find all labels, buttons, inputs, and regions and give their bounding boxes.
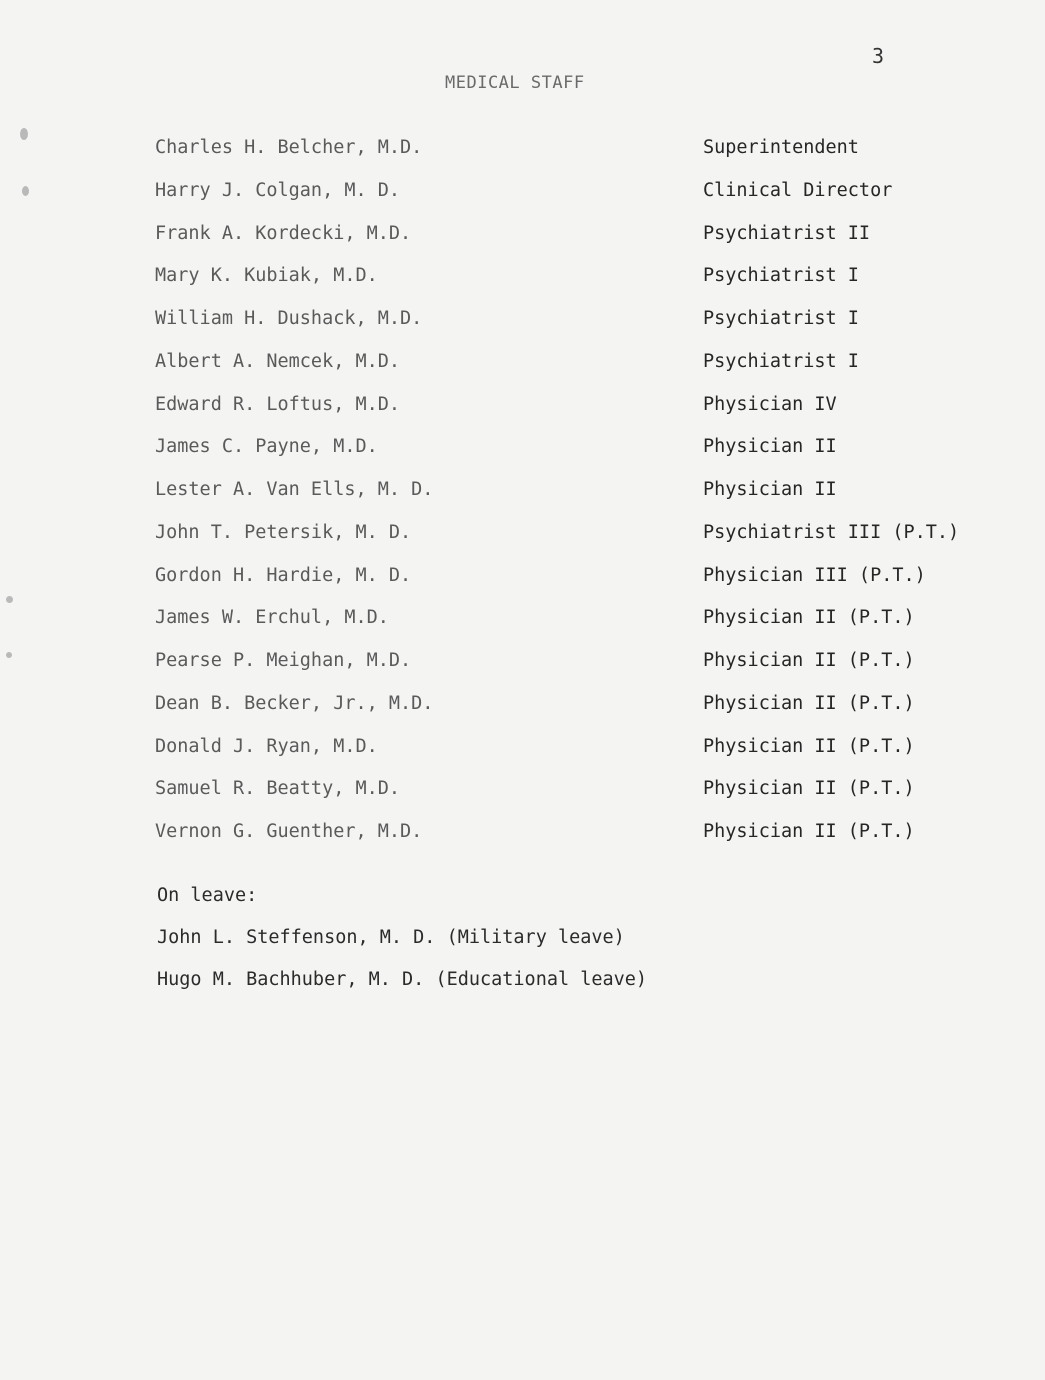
on-leave-section bbox=[157, 882, 647, 1008]
staff-row bbox=[155, 134, 1015, 177]
on-leave-item: Hugo M. Bachhuber, M. D. (Educational leave) bbox=[157, 969, 648, 990]
staff-row bbox=[155, 348, 1015, 391]
staff-name: Dean B. Becker, Jr., M.D. bbox=[155, 692, 434, 714]
staff-row bbox=[155, 391, 1015, 434]
staff-row bbox=[155, 562, 1015, 605]
staff-row bbox=[155, 733, 1015, 776]
staff-title: Physician II (P.T.) bbox=[703, 650, 915, 671]
paper-mark bbox=[6, 652, 12, 658]
paper-mark bbox=[6, 596, 13, 603]
staff-row bbox=[155, 476, 1015, 519]
staff-name: Charles H. Belcher, M.D. bbox=[155, 137, 423, 158]
staff-title: Superintendent bbox=[703, 137, 859, 158]
staff-name: James C. Payne, M.D. bbox=[155, 436, 378, 458]
staff-name: Pearse P. Meighan, M.D. bbox=[155, 650, 412, 671]
staff-name: James W. Erchul, M.D. bbox=[155, 607, 389, 629]
staff-name: Albert A. Nemcek, M.D. bbox=[155, 350, 401, 372]
staff-title: Physician II (P.T.) bbox=[703, 735, 915, 757]
staff-title: Physician II (P.T.) bbox=[703, 821, 915, 842]
staff-list bbox=[155, 134, 1015, 861]
staff-name: William H. Dushack, M.D. bbox=[155, 308, 423, 329]
staff-name: Donald J. Ryan, M.D. bbox=[155, 735, 378, 757]
staff-name: Gordon H. Hardie, M. D. bbox=[155, 564, 412, 586]
staff-title: Physician II (P.T.) bbox=[703, 692, 915, 714]
staff-row bbox=[155, 690, 1015, 733]
staff-name: Mary K. Kubiak, M.D. bbox=[155, 265, 378, 287]
paper-mark bbox=[22, 186, 29, 196]
staff-name: John T. Petersik, M. D. bbox=[155, 521, 412, 543]
staff-title: Psychiatrist I bbox=[703, 265, 859, 287]
paper-mark bbox=[20, 128, 28, 140]
staff-title: Physician III (P.T.) bbox=[703, 564, 926, 586]
staff-row bbox=[155, 775, 1015, 818]
staff-title: Physician IV bbox=[703, 393, 837, 415]
on-leave-heading: On leave: bbox=[157, 885, 258, 906]
staff-title: Clinical Director bbox=[703, 179, 893, 201]
staff-title: Physician II bbox=[703, 479, 837, 500]
staff-row bbox=[155, 604, 1015, 647]
staff-row bbox=[155, 305, 1015, 348]
staff-title: Physician II (P.T.) bbox=[703, 778, 915, 800]
page-title: MEDICAL STAFF bbox=[445, 73, 585, 93]
staff-name: Vernon G. Guenther, M.D. bbox=[155, 821, 423, 842]
staff-row bbox=[155, 519, 1015, 562]
staff-row bbox=[155, 220, 1015, 263]
staff-row bbox=[155, 177, 1015, 220]
staff-name: Frank A. Kordecki, M.D. bbox=[155, 222, 412, 244]
staff-name: Lester A. Van Ells, M. D. bbox=[155, 479, 434, 500]
staff-name: Harry J. Colgan, M. D. bbox=[155, 179, 401, 201]
staff-name: Samuel R. Beatty, M.D. bbox=[155, 778, 401, 800]
staff-title: Psychiatrist I bbox=[703, 308, 859, 329]
staff-row bbox=[155, 433, 1015, 476]
staff-title: Psychiatrist II bbox=[703, 222, 871, 244]
on-leave-item: John L. Steffenson, M. D. (Military leave) bbox=[157, 927, 625, 948]
staff-title: Physician II (P.T.) bbox=[703, 607, 915, 629]
staff-row bbox=[155, 647, 1015, 690]
staff-title: Psychiatrist III (P.T.) bbox=[703, 521, 960, 543]
staff-title: Psychiatrist I bbox=[703, 350, 859, 372]
staff-title: Physician II bbox=[703, 436, 837, 458]
staff-name: Edward R. Loftus, M.D. bbox=[155, 393, 401, 415]
staff-row bbox=[155, 818, 1015, 861]
staff-row bbox=[155, 262, 1015, 305]
page-number: 3 bbox=[872, 44, 885, 68]
